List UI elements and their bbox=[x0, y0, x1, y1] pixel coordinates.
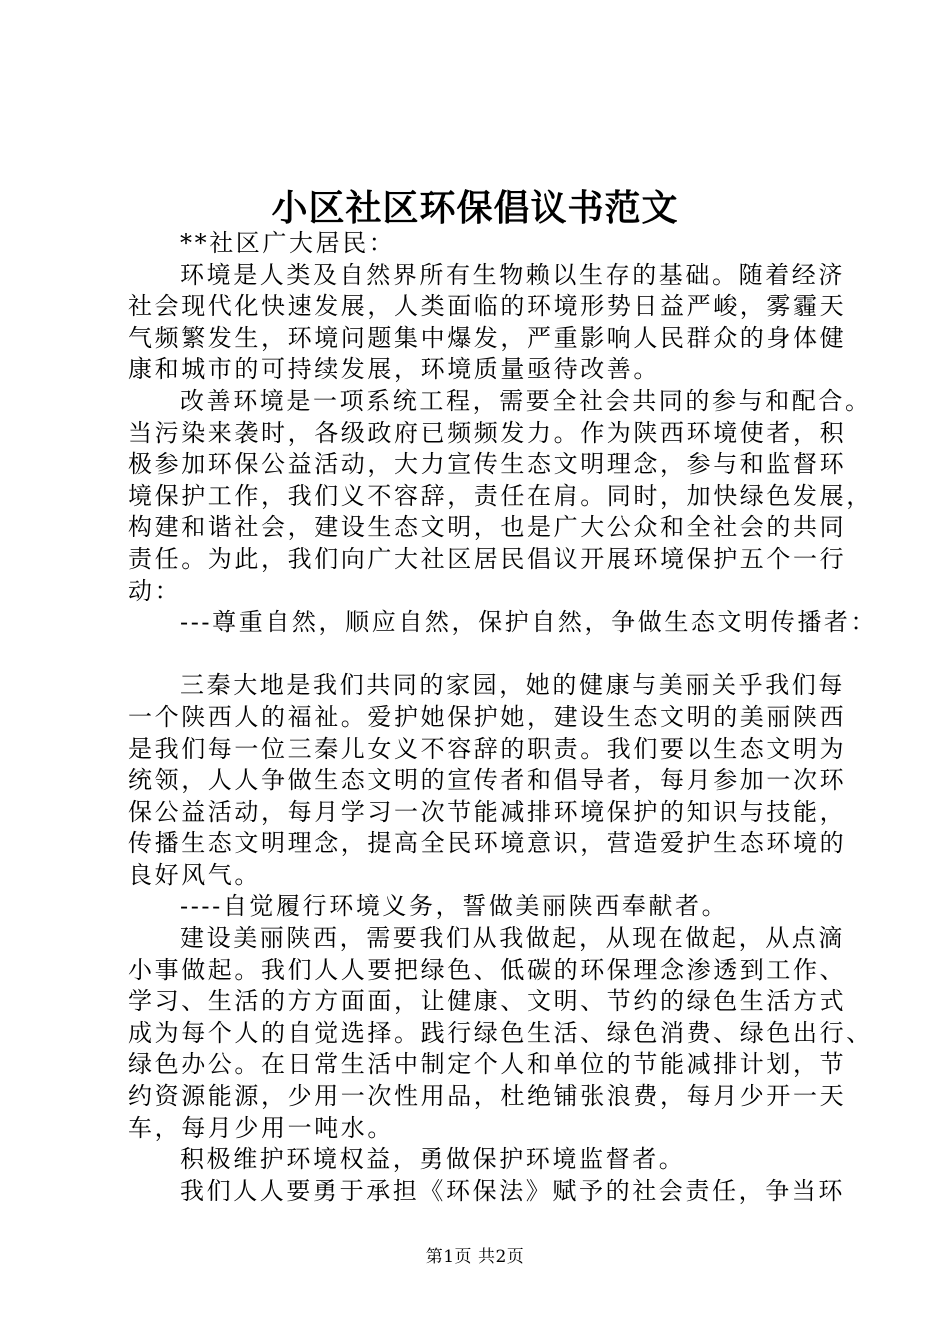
paragraph-line: 学习、生活的方方面面，让健康、文明、节约的绿色生活方式 bbox=[128, 987, 847, 1016]
paragraph-line: 良好风气。 bbox=[128, 860, 261, 889]
section-heading-line: ---尊重自然，顺应自然，保护自然，争做生态文明传播者： bbox=[180, 608, 878, 637]
blank-line bbox=[128, 639, 838, 671]
paragraph-line: 环境是人类及自然界所有生物赖以生存的基础。随着经济 bbox=[180, 260, 845, 289]
section-heading-line: 积极维护环境权益，勇做保护环境监督者。 bbox=[180, 1145, 686, 1174]
paragraph-line: 统领，人人争做生态文明的宣传者和倡导者，每月参加一次环 bbox=[128, 766, 847, 795]
paragraph-line: 改善环境是一项系统工程，需要全社会共同的参与和配合。 bbox=[180, 386, 872, 415]
paragraph-line: 保公益活动，每月学习一次节能减排环境保护的知识与技能， bbox=[128, 797, 847, 826]
paragraph-line: 绿色办公。在日常生活中制定个人和单位的节能减排计划，节 bbox=[128, 1050, 847, 1079]
paragraph-line: 气频繁发生，环境问题集中爆发，严重影响人民群众的身体健 bbox=[128, 323, 847, 352]
paragraph-line: 成为每个人的自觉选择。践行绿色生活、绿色消费、绿色出行、 bbox=[128, 1018, 873, 1047]
paragraph-line: 构建和谐社会，建设生态文明，也是广大公众和全社会的共同 bbox=[128, 513, 847, 542]
paragraph-line: 康和城市的可持续发展，环境质量亟待改善。 bbox=[128, 355, 660, 384]
paragraph-line: 约资源能源，少用一次性用品，杜绝铺张浪费，每月少开一天 bbox=[128, 1082, 847, 1111]
paragraph-line: 车，每月少用一吨水。 bbox=[128, 1113, 394, 1142]
paragraph-line: 社会现代化快速发展，人类面临的环境形势日益严峻，雾霾天 bbox=[128, 292, 847, 321]
paragraph-line: 境保护工作，我们义不容辞，责任在肩。同时，加快绿色发展， bbox=[128, 481, 873, 510]
paragraph-line: 我们人人要勇于承担《环保法》赋予的社会责任，争当环 bbox=[180, 1176, 845, 1205]
paragraph-line: 是我们每一位三秦儿女义不容辞的职责。我们要以生态文明为 bbox=[128, 734, 847, 763]
section-heading-line: ----自觉履行环境义务，誓做美丽陕西奉献者。 bbox=[180, 892, 729, 921]
paragraph-line: 责任。为此，我们向广大社区居民倡议开展环境保护五个一行 bbox=[128, 544, 847, 573]
paragraph-line: 极参加环保公益活动，大力宣传生态文明理念，参与和监督环 bbox=[128, 450, 847, 479]
paragraph-line: 一个陕西人的福祉。爱护她保护她，建设生态文明的美丽陕西 bbox=[128, 702, 847, 731]
paragraph-line: 小事做起。我们人人要把绿色、低碳的环保理念渗透到工作、 bbox=[128, 955, 847, 984]
document-title: 小区社区环保倡议书范文 bbox=[271, 187, 679, 229]
paragraph-line: 建设美丽陕西，需要我们从我做起，从现在做起，从点滴 bbox=[180, 924, 845, 953]
paragraph-line: 传播生态文明理念，提高全民环境意识，营造爱护生态环境的 bbox=[128, 829, 847, 858]
paragraph-line: 当污染来袭时，各级政府已频频发力。作为陕西环境使者，积 bbox=[128, 418, 847, 447]
paragraph-line: 三秦大地是我们共同的家园，她的健康与美丽关乎我们每 bbox=[180, 671, 845, 700]
paragraph-line: 动： bbox=[128, 576, 182, 605]
salutation-line: **社区广大居民： bbox=[180, 229, 396, 257]
document-body bbox=[128, 228, 878, 1207]
page-number-footer: 第1页 共2页 bbox=[425, 1247, 525, 1267]
